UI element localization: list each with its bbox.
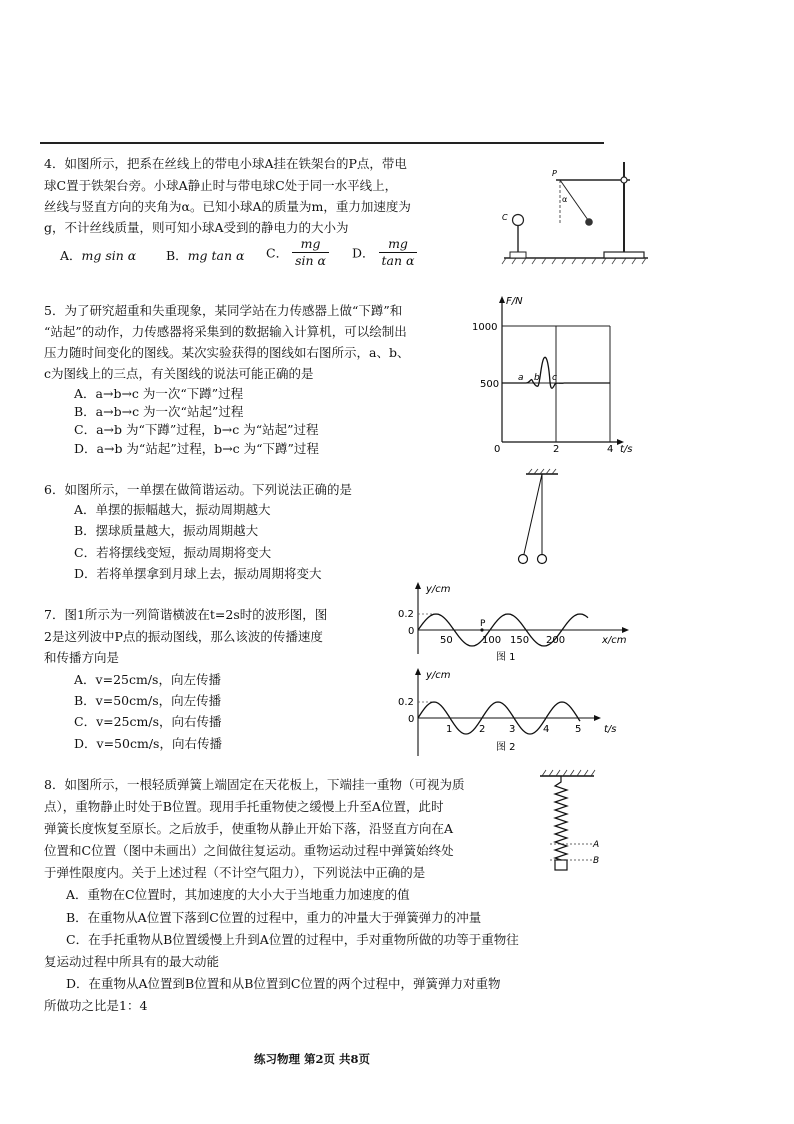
q7-line-3: 和传播方向是: [44, 650, 120, 665]
q6-option-a: A．单摆的振幅越大，振动周期越大: [74, 502, 271, 517]
q6-bob-right: [538, 555, 547, 564]
q4-option-b: [166, 246, 244, 264]
q5-point-b: b: [534, 373, 540, 383]
q7-f1-amp: 0.2: [398, 609, 414, 620]
q7-f2-tick-5: 5: [575, 724, 582, 735]
q5-option-d: D．a→b 为“站起”过程，b→c 为“下蹲”过程: [74, 441, 319, 456]
q4-option-a-text: mg sin α: [81, 248, 137, 263]
q4-label-p: P: [552, 169, 557, 178]
q5-line-3: 压力随时间变化的图线。某次实验获得的图线如右图所示，a、b、: [44, 345, 410, 360]
q8-label-a: A: [593, 840, 600, 850]
q6-option-c: C．若将摆线变短，振动周期将变大: [74, 545, 272, 560]
q8-line-2: 点），重物静止时处于B位置。现用手托重物使之缓慢上升至A位置，此时: [44, 799, 444, 814]
q7-f1-y-arrow: [415, 582, 421, 589]
q6-string-left: [524, 474, 542, 554]
header-rule: [40, 142, 604, 144]
q5-option-b: B．a→b→c 为一次“站起”过程: [74, 404, 244, 419]
q7-f1-ylabel: y/cm: [426, 584, 451, 595]
q7-f1-origin: 0: [408, 626, 415, 637]
q5-tick-2: 2: [553, 444, 560, 455]
q8-option-c: C．在手托重物从B位置缓慢上升到A位置的过程中，手对重物所做的功等于重物往: [66, 932, 519, 947]
q5-tick-4: 4: [607, 444, 614, 455]
q4-option-c-den: sin α: [295, 253, 326, 268]
q4-option-c-label: C．: [266, 245, 289, 261]
q5-y-arrow: [499, 296, 505, 303]
q8-label-b: B: [593, 856, 600, 866]
q5-line-2: “站起”的动作，力传感器将采集到的数据输入计算机，可以绘制出: [44, 324, 407, 339]
q6-line-1: 6．如图所示，一单摆在做简谐运动。下列说法正确的是: [44, 482, 352, 497]
q7-f2-tick-4: 4: [543, 724, 550, 735]
q4-option-b-text: mg tan α: [187, 248, 245, 263]
q7-f1-tick-200: 200: [546, 635, 566, 646]
q5-option-c: C．a→b 为“下蹲”过程，b→c 为“站起”过程: [74, 422, 319, 437]
q5-tick-1000: 1000: [472, 322, 498, 333]
q5-point-c: c: [552, 373, 557, 383]
q4-line-4: g，不计丝线质量，则可知小球A受到的静电力的大小为: [44, 220, 349, 235]
q4-ground-hatch: [502, 258, 646, 264]
q8-option-d: D．在重物从A位置到B位置和从B位置到C位置的两个过程中，弹簧弹力对重物: [66, 976, 501, 991]
q7-f2-x-arrow: [594, 715, 601, 721]
q7-f2-tick-1: 1: [446, 724, 453, 735]
q5-tick-500: 500: [480, 379, 500, 390]
q4-option-c: [266, 236, 333, 269]
q7-line-2: 2是这列波中P点的振动图线，那么该波的传播速度: [44, 629, 323, 644]
q7-f2-tick-2: 2: [479, 724, 486, 735]
q8-option-b: B．在重物从A位置下落到C位置的过程中，重力的冲量大于弹簧弹力的冲量: [66, 910, 482, 925]
q4-option-d: [352, 236, 421, 269]
q7-figure-1: [396, 580, 636, 664]
q7-f2-amp: 0.2: [398, 697, 414, 708]
q4-option-a: [60, 246, 136, 264]
q7-option-d: D．v=50cm/s，向右传播: [74, 736, 222, 751]
q8-line-4: 位置和C位置（图中未画出）之间做往复运动。重物运动过程中弹簧始终处: [44, 843, 454, 858]
q6-pendulum-figure: [510, 468, 570, 572]
q8-option-d-cont: 所做功之比是1：4: [44, 998, 148, 1013]
q8-line-1: 8．如图所示，一根轻质弹簧上端固定在天花板上，下端挂一重物（可视为质: [44, 777, 465, 792]
q7-line-1: 7．图1所示为一列简谐横波在t=2s时的波形图，图: [44, 607, 328, 622]
q7-f1-xlabel: x/cm: [602, 635, 627, 646]
q7-f1-tick-100: 100: [482, 635, 502, 646]
q8-spring: [555, 776, 567, 860]
q4-option-a-label: A．: [60, 248, 82, 263]
q6-option-d: D．若将单摆拿到月球上去，振动周期将变大: [74, 566, 322, 581]
q5-tick-0: 0: [494, 444, 501, 455]
q8-option-c-cont: 复运动过程中所具有的最大动能: [44, 954, 220, 969]
q7-f2-tick-3: 3: [509, 724, 516, 735]
q4-option-c-fraction: [292, 236, 329, 269]
q7-f2-xlabel: t/s: [604, 724, 617, 735]
q7-option-c: C．v=25cm/s，向右传播: [74, 714, 222, 729]
q7-f2-y-arrow: [415, 668, 421, 675]
q7-option-a: A．v=25cm/s，向左传播: [74, 672, 221, 687]
q6-option-b: B．摆球质量越大，振动周期越大: [74, 523, 259, 538]
q4-label-alpha: α: [562, 195, 568, 204]
q5-xlabel: t/s: [620, 444, 633, 455]
q7-f1-x-arrow: [622, 627, 629, 633]
q7-f1-label-p: P: [480, 619, 486, 629]
q4-option-d-label: D．: [352, 245, 375, 261]
q7-option-b: B．v=50cm/s，向左传播: [74, 693, 222, 708]
page-footer: 练习物理 第2页 共8页: [254, 1052, 371, 1066]
q4-line-3: 丝线与竖直方向的夹角为α。已知小球A的质量为m，重力加速度为: [44, 199, 411, 214]
q8-line-3: 弹簧长度恢复至原长。之后放手，使重物从静止开始下落，沿竖直方向在A: [44, 821, 454, 836]
q7-f2-ylabel: y/cm: [426, 670, 451, 681]
q7-f1-tick-50: 50: [440, 635, 453, 646]
q8-option-a: A．重物在C位置时，其加速度的大小大于当地重力加速度的值: [66, 887, 410, 902]
q7-f2-origin: 0: [408, 714, 415, 725]
q4-figure: [496, 158, 656, 270]
q7-figure-2: [396, 666, 636, 758]
q4-option-c-num: mg: [292, 236, 329, 253]
q5-line-1: 5．为了研究超重和失重现象，某同学站在力传感器上做“下蹲”和: [44, 303, 403, 318]
q7-f1-caption: 图 1: [496, 652, 516, 663]
q8-weight: [555, 860, 567, 870]
q4-stand-base: [604, 252, 644, 258]
q4-option-d-fraction: [379, 236, 418, 269]
q7-f1-tick-150: 150: [510, 635, 530, 646]
q4-line-1: 4．如图所示，把系在丝线上的带电小球A挂在铁架台的P点，带电: [44, 156, 407, 171]
q7-f2-caption: 图 2: [496, 742, 516, 753]
q4-label-c: C: [502, 213, 508, 222]
q4-option-b-label: B．: [166, 248, 188, 263]
q8-ceiling-hatch: [542, 770, 595, 776]
q4-option-d-num: mg: [379, 236, 418, 253]
q8-spring-figure: [536, 768, 612, 876]
q4-ball-c-base: [510, 252, 526, 258]
q5-point-a: a: [518, 373, 524, 383]
q8-line-5: 于弹性限度内。关于上述过程（不计空气阻力），下列说法中正确的是: [44, 865, 426, 880]
q5-line-4: c为图线上的三点，有关图线的说法可能正确的是: [44, 366, 314, 381]
q4-line-2: 球C置于铁架台旁。小球A静止时与带电球C处于同一水平线上，: [44, 178, 398, 193]
q5-force-chart: [468, 292, 638, 460]
q4-ball-c: [513, 215, 524, 226]
q4-clamp: [621, 177, 627, 183]
q4-ball-a: [585, 218, 593, 226]
q6-bob-left: [519, 555, 528, 564]
q5-option-a: A．a→b→c 为一次“下蹲”过程: [74, 386, 244, 401]
q5-ylabel: F/N: [506, 296, 523, 307]
q4-option-d-den: tan α: [381, 253, 415, 268]
q6-ceiling-hatch: [528, 469, 556, 474]
